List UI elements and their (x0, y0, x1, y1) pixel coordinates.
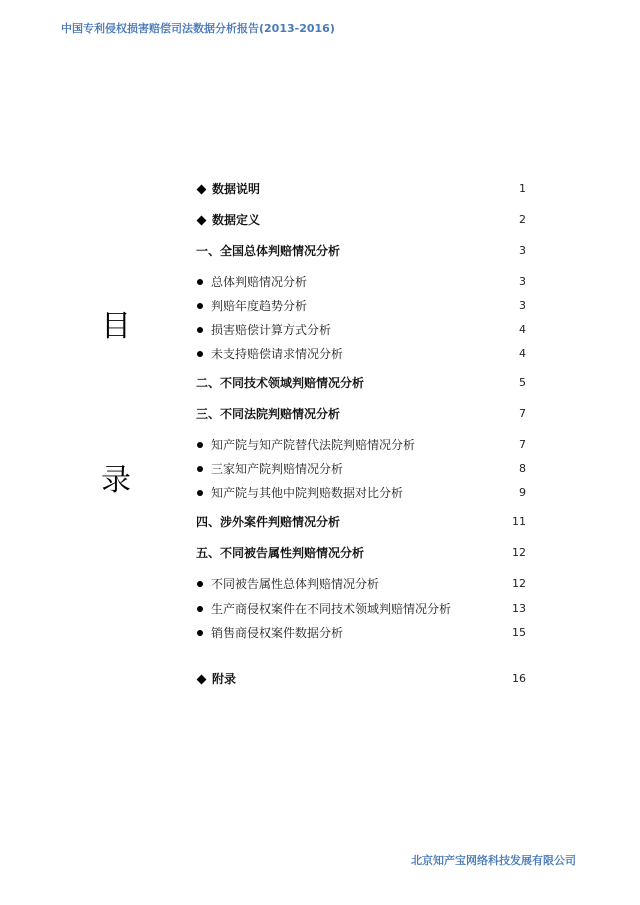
toc-page-number: 9 (519, 486, 526, 499)
toc-page-number: 13 (512, 602, 526, 615)
toc-entry-left (196, 212, 260, 228)
diamond-bullet-icon (197, 674, 207, 684)
toc-section-entry[interactable] (196, 243, 526, 259)
toc-entry-label: 销售商侵权案件数据分析 (211, 626, 344, 640)
round-bullet-icon (197, 303, 203, 309)
toc-entry-label: 不同被告属性总体判赔情况分析 (211, 577, 380, 591)
toc-entry-label: 生产商侵权案件在不同技术领域判赔情况分析 (211, 602, 452, 616)
toc-sub-entry[interactable] (196, 274, 526, 290)
toc-entry-left (196, 322, 331, 338)
toc-entry-label: 三、不同法院判赔情况分析 (196, 407, 341, 421)
toc-entry-label: 四、涉外案件判赔情况分析 (196, 515, 341, 529)
toc-entry-left (196, 514, 340, 530)
toc-page-number: 5 (519, 376, 526, 389)
toc-page-number: 7 (519, 407, 526, 420)
toc-sub-entry[interactable] (196, 437, 526, 453)
toc-entry-left (196, 243, 340, 259)
toc-entry-label: 总体判赔情况分析 (211, 275, 308, 289)
round-bullet-icon (197, 279, 203, 285)
toc-heading-char-1: 目 (101, 309, 131, 344)
toc-sub-entry[interactable] (196, 485, 526, 501)
toc-entry-left (196, 406, 340, 422)
toc-section-entry[interactable] (196, 181, 526, 197)
toc-entry-left (196, 181, 260, 197)
toc-page-number: 12 (512, 577, 526, 590)
toc-page-number: 8 (519, 462, 526, 475)
toc-entry-left (196, 671, 236, 687)
toc-entry-left (196, 485, 403, 501)
toc-entry-label: 损害赔偿计算方式分析 (211, 323, 332, 337)
toc-page-number: 12 (512, 546, 526, 559)
toc-entry-left (196, 346, 343, 362)
toc-sub-entry[interactable] (196, 322, 526, 338)
toc-entry-label: 三家知产院判赔情况分析 (211, 462, 344, 476)
toc-page-number: 3 (519, 299, 526, 312)
toc-entry-label: 一、全国总体判赔情况分析 (196, 244, 341, 258)
toc-entry-label: 判赔年度趋势分析 (211, 299, 308, 313)
round-bullet-icon (197, 351, 203, 357)
round-bullet-icon (197, 490, 203, 496)
round-bullet-icon (197, 581, 203, 587)
toc-heading-char-2: 录 (101, 463, 131, 498)
round-bullet-icon (197, 606, 203, 612)
footer-company-name: 北京知产宝网络科技发展有限公司 (411, 854, 576, 867)
toc-page-number: 16 (512, 672, 526, 685)
toc-sub-entry[interactable] (196, 298, 526, 314)
toc-sub-entry[interactable] (196, 346, 526, 362)
toc-entry-left (196, 274, 307, 290)
toc-sub-entry[interactable] (196, 576, 526, 592)
toc-entry-label: 知产院与知产院替代法院判赔情况分析 (211, 438, 416, 452)
toc-section-entry[interactable] (196, 545, 526, 561)
toc-page-number: 11 (512, 515, 526, 528)
toc-entry-label: 五、不同被告属性判赔情况分析 (196, 546, 365, 560)
toc-entry-label: 知产院与其他中院判赔数据对比分析 (211, 486, 404, 500)
toc-entry-left (196, 298, 307, 314)
round-bullet-icon (197, 466, 203, 472)
toc-entry-left (196, 375, 364, 391)
round-bullet-icon (197, 630, 203, 636)
toc-section-entry[interactable] (196, 375, 526, 391)
diamond-bullet-icon (197, 184, 207, 194)
toc-section-entry[interactable] (196, 212, 526, 228)
toc-entry-left (196, 461, 343, 477)
toc-section-entry[interactable] (196, 406, 526, 422)
report-header-title: 中国专利侵权损害赔偿司法数据分析报告(2013-2016) (61, 22, 335, 35)
toc-sub-entry[interactable] (196, 461, 526, 477)
toc-page-number: 4 (519, 323, 526, 336)
toc-page-number: 15 (512, 626, 526, 639)
toc-page-number: 3 (519, 244, 526, 257)
toc-page-number: 4 (519, 347, 526, 360)
round-bullet-icon (197, 327, 203, 333)
toc-entry-label: 附录 (212, 672, 237, 686)
toc-page-number: 2 (519, 213, 526, 226)
toc-sub-entry[interactable] (196, 625, 526, 641)
toc-page-number: 3 (519, 275, 526, 288)
toc-page-number: 7 (519, 438, 526, 451)
toc-section-entry[interactable] (196, 514, 526, 530)
round-bullet-icon (197, 442, 203, 448)
toc-entry-left (196, 625, 343, 641)
toc-entry-label: 数据定义 (212, 213, 261, 227)
toc-entry-label: 未支持赔偿请求情况分析 (211, 347, 344, 361)
toc-section-entry[interactable] (196, 671, 526, 687)
toc-entry-left (196, 545, 364, 561)
toc-entry-left (196, 601, 451, 617)
toc-entry-label: 数据说明 (212, 182, 261, 196)
toc-page-number: 1 (519, 182, 526, 195)
toc-entry-left (196, 576, 379, 592)
diamond-bullet-icon (197, 215, 207, 225)
toc-sub-entry[interactable] (196, 601, 526, 617)
toc-entry-label: 二、不同技术领域判赔情况分析 (196, 376, 365, 390)
toc-entry-left (196, 437, 415, 453)
